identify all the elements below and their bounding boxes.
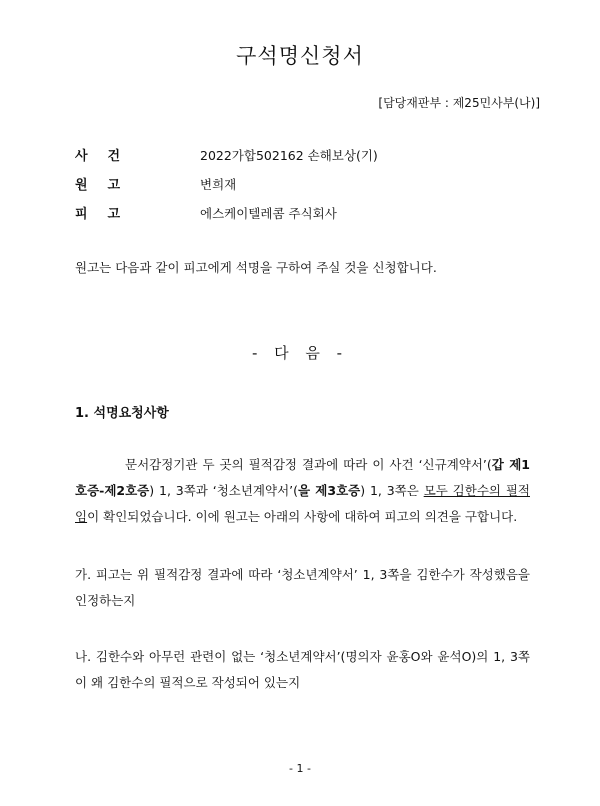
intro-text: 원고는 다음과 같이 피고에게 석명을 구하여 주실 것을 신청합니다. <box>75 260 437 275</box>
section-heading: 1. 석명요청사항 <box>75 406 169 421</box>
defendant-name: 에스케이텔레콤 주식회사 <box>200 206 337 221</box>
department-label: [담당재판부 : 제25민사부(나)] <box>378 96 540 110</box>
document-title: 구석명신청서 <box>236 44 364 68</box>
page-number: - 1 - <box>289 762 311 775</box>
paragraph-main: 문서감정기관 두 곳의 필적감정 결과에 따라 이 사건 ‘신규계약서’(갑 제1호증-제2호증) 1, 3쪽과 ‘청소년계약서’(을 제3호증) 1, 3쪽은 모두 김한수의 필적임이 확인되었습니다. 이에 원고는 아래의 사항에 대하여 피고의 의견을 구합니다. <box>75 457 531 524</box>
item-na: 나. 김한수와 아무런 관련이 없는 ‘청소년계약서’(명의자 윤홍O와 윤석O)의 1, 3쪽이 왜 김한수의 필적으로 작성되어 있는지 <box>75 649 530 690</box>
plaintiff-label: 원고 <box>75 178 141 193</box>
defendant-label: 피고 <box>75 207 141 222</box>
case-number: 2022가합502162 손해보상(기) <box>200 148 378 163</box>
case-label: 사건 <box>75 149 141 164</box>
plaintiff-name: 변희재 <box>200 177 237 192</box>
item-ga: 가. 피고는 위 필적감정 결과에 따라 ‘청소년계약서’ 1, 3쪽을 김한수가 작성했음을 인정하는지 <box>75 567 530 608</box>
dagum-heading: - 다 음 - <box>251 344 349 362</box>
